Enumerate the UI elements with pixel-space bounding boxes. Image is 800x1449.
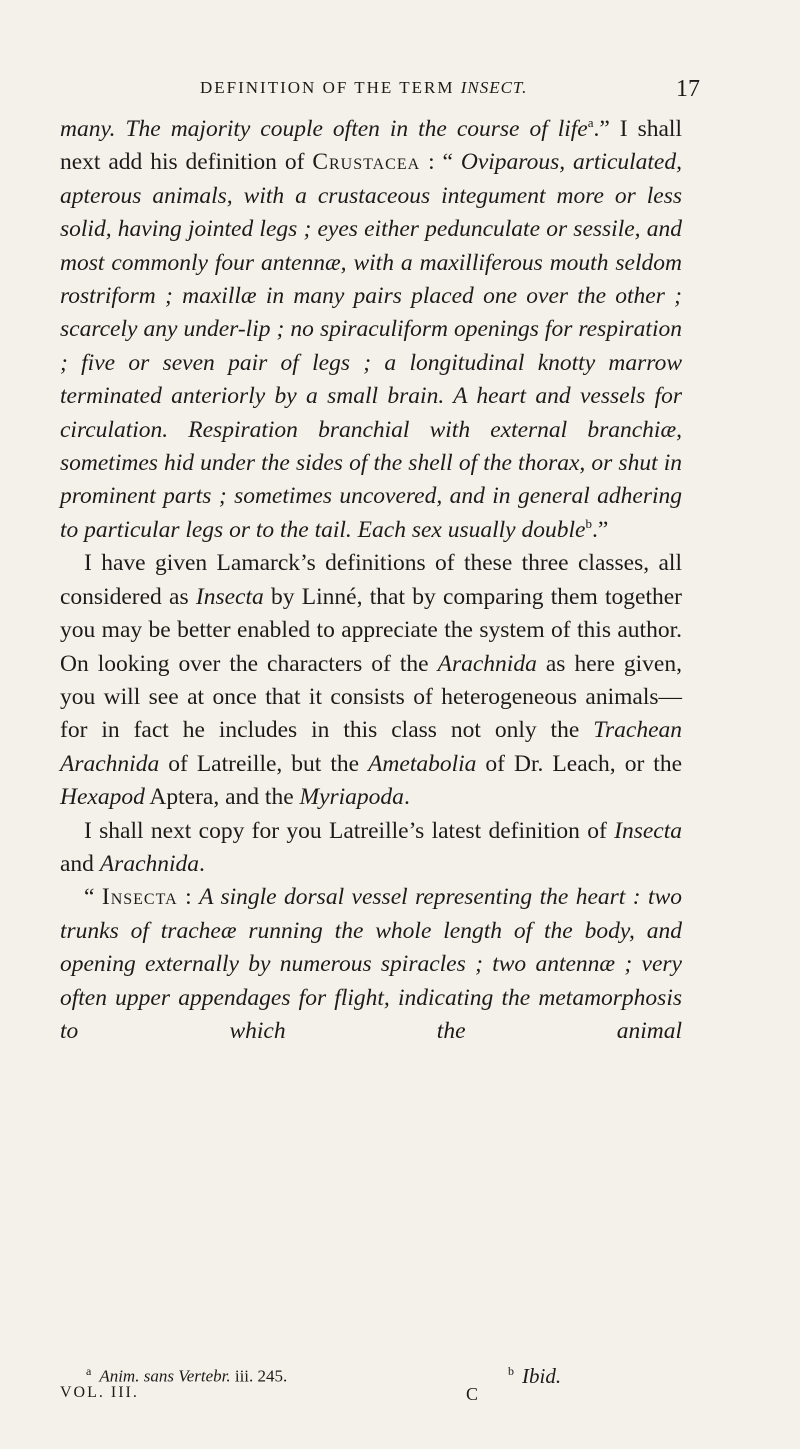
volume-mark: VOL. III. [60, 1384, 139, 1401]
term-insecta: Insecta [101, 884, 178, 911]
signature-mark: C [466, 1384, 479, 1404]
footnote-b: $^b$ Ibid. [508, 1364, 562, 1388]
crustacea-definition: Oviparous, articulated, apterous animals, with a crustaceous integument more or less solid, having jointed legs ; eyes either pedunculate or sessile, and most commonly four antennæ, with a maxilliferous mouth seldom rostriform ; maxillæ in many pairs placed one over the other ; scarcely any under-lip ; no spiraculiform openings for respiration ; five or seven pair of legs ; a longitudinal knotty marrow terminated anteriorly by a small brain. A heart and vessels for circulation. Respiration branchial with external branchiæ, sometimes hid under the sides of the shell of the thorax, or shut in prominent parts ; sometimes uncovered, and in general adhering to particular legs or to the tail. Each sex usually double [60, 149, 682, 543]
paragraph-insecta-definition: “ Insecta : A single dorsal vessel representing the heart : two trunks of tracheæ running the whole length of the body, and opening externally by numerous spiracles ; two antennæ ; very often upper appendages for flight, indicating the metamorphosis to which the animal [60, 884, 682, 1044]
footnote-ref-a: a [587, 115, 594, 131]
paragraph-latreille: I shall next copy for you Latreille’s latest definition of Insecta and Arachnida. [60, 817, 682, 877]
footnote-a: $^a$ Anim. sans Vertebr. iii. 245. [86, 1364, 288, 1386]
running-title-italic: INSECT. [460, 78, 528, 97]
paragraph-lamarck: I have given Lamarck’s definitions of these three classes, all considered as Insecta by Linné, that by comparing them together you may be better enabled to appreciate the system of this author. On looking over the characters of the Arachnida as here given, you will see at once that it consists of heterogeneous animals—for in fact he includes in this class not only the Trachean Arachnida of Latreille, but the Ametabolia of Dr. Leach, or the Hexapod Aptera, and the Myriapoda. [60, 550, 682, 811]
term-crustacea: Crustacea [312, 149, 421, 176]
footnote-ref-b: b [585, 516, 592, 532]
paragraph-crustacea: many. The majority couple often in the course of life$^a$.” I shall next add his definition of Crustacea : “ Oviparous, articulated, apterous animals, with a crustaceous integument more or less solid, having jointed legs ; eyes either pedunculate or sessile, and most commonly four antennæ, with a maxilliferous mouth seldom rostriform ; maxillæ in many pairs placed one over the other ; scarcely any under-lip ; no spiraculiform openings for respiration ; five or seven pair of legs ; a longitudinal knotty marrow terminated anteriorly by a small brain. A heart and vessels for circulation. Respiration branchial with external branchiæ, sometimes hid under the sides of the shell of the thorax, or shut in prominent parts ; sometimes uncovered, and in general adhering to particular legs or to the tail. Each sex usually double$^b$.” [60, 115, 682, 543]
running-title: DEFINITION OF THE TERM INSECT. [200, 78, 528, 97]
body-text [60, 113, 682, 1048]
page-number: 17 [676, 76, 700, 102]
